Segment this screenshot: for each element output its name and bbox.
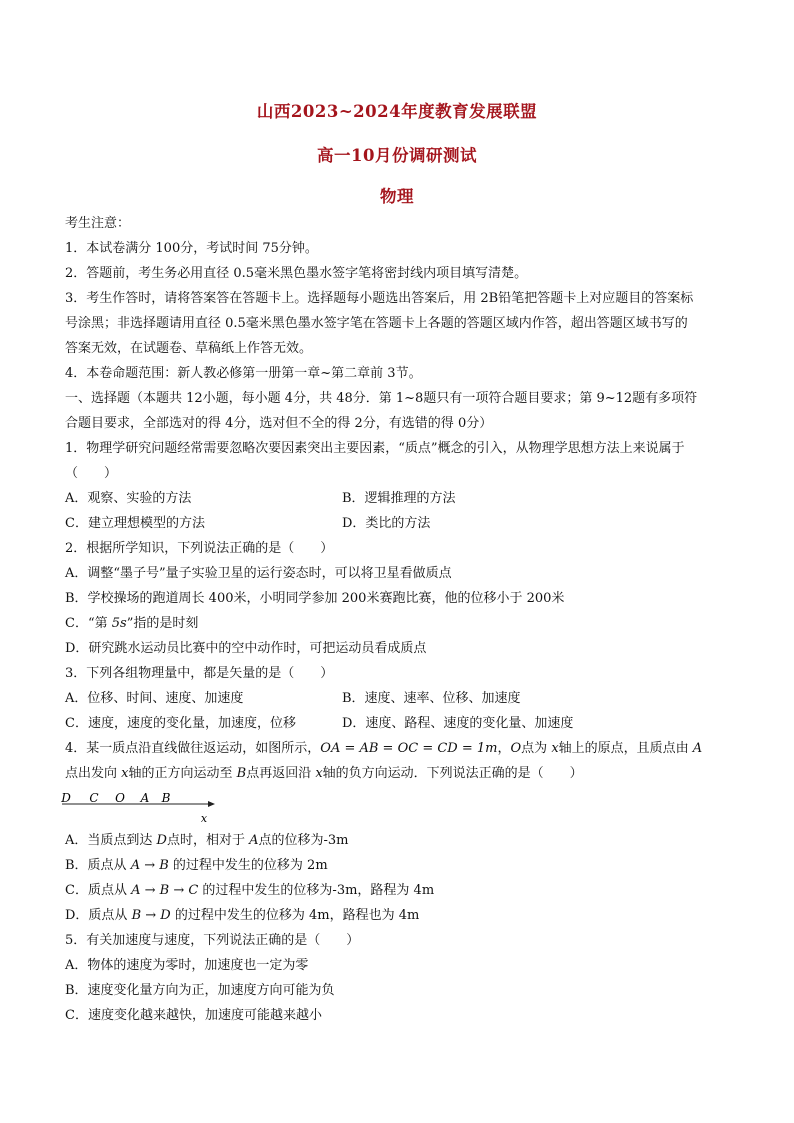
q2-option-c-suffix: ”指的是时刻: [126, 616, 199, 631]
q2-stem: 2．根据所学知识，下列说法正确的是（ ）: [65, 541, 334, 556]
q1-answer-blank: （ ）: [65, 466, 118, 481]
number-line-diagram: [58, 792, 223, 828]
q4-stem-text-4: 轴上的原点，且质点由: [558, 741, 693, 756]
exam-series-title: 山西2023~2024年度教育发展联盟: [256, 102, 538, 121]
notice-item-3-line-1: 3．考生作答时，请将答案答在答题卡上。选择题每小题选出答案后，用 2B铅笔把答题卡上对应题目的答案标: [65, 291, 694, 306]
q4-origin-label: O: [510, 741, 522, 756]
q4-option-a-text-1: A．当质点到达: [65, 833, 157, 848]
q1-option-d: D．类比的方法: [342, 516, 431, 531]
q4-stem-text-2: ，: [497, 741, 511, 756]
q2-option-c-prefix: C．“第: [65, 616, 112, 631]
notice-heading: 考生注意：: [65, 216, 131, 231]
q4-stem-text-3: 点为: [521, 741, 552, 756]
notice-item-4: 4．本卷命题范围：新人教必修第一册第一章~第二章前 3节。: [65, 366, 422, 381]
q4-option-a-text-3: 点的位移为-3m: [258, 833, 349, 848]
q4-option-a-point-d: D: [156, 833, 167, 848]
q4-option-b-text-2: 的过程中发生的位移为 2m: [168, 858, 328, 873]
q4-stem-text-5: 点出发向: [65, 766, 122, 781]
q4-point-b-label: B: [236, 766, 247, 781]
q4-stem-text-8: 轴的负方向运动．下列说法正确的是（ ）: [322, 766, 583, 781]
q2-option-c: [65, 616, 198, 632]
notice-item-3-line-3: 答案无效，在试题卷、草稿纸上作答无效。: [65, 341, 313, 356]
q4-point-a-label: A: [692, 741, 703, 756]
q4-axis-label-3: x: [315, 766, 323, 781]
q4-option-c-path: A → B → C: [131, 883, 199, 898]
notice-item-3-line-2: 号涂黑；非选择题请用直径 0.5毫米黑色墨水签字笔在答题卡上各题的答题区域内作答，超出答题区域书写的: [65, 316, 688, 331]
diagram-label-b: B: [161, 792, 171, 805]
q4-option-d: [65, 908, 419, 924]
number-line-arrow-icon: [208, 801, 215, 807]
q5-option-a: A．物体的速度为零时，加速度也一定为零: [65, 958, 309, 973]
q4-option-d-path: B → D: [131, 908, 171, 923]
q4-stem-text-6: 轴的正方向运动至: [128, 766, 237, 781]
q4-option-b-text-1: B．质点从: [65, 858, 131, 873]
q1-option-c: C．建立理想模型的方法: [65, 516, 205, 531]
q4-option-a-text-2: 点时，相对于: [166, 833, 250, 848]
exam-name-title: 高一10月份调研测试: [317, 146, 477, 165]
q5-option-c: C．速度变化越来越快，加速度可能越来越小: [65, 1008, 322, 1023]
q4-option-c-text-1: C．质点从: [65, 883, 132, 898]
q5-option-b: B．速度变化量方向为正，加速度方向可能为负: [65, 983, 335, 998]
q3-option-a: A．位移、时间、速度、加速度: [65, 691, 244, 706]
q1-stem: 1．物理学研究问题经常需要忽略次要因素突出主要因素，“质点”概念的引入，从物理学思想方法上来说属于: [65, 441, 685, 456]
q2-option-c-quantity: 5s: [111, 616, 127, 631]
q4-stem-line-1: [65, 741, 702, 757]
q2-option-a: A．调整“墨子号”量子实验卫星的运行姿态时，可以将卫星看做质点: [65, 566, 452, 581]
q4-stem-text-7: 点再返回沿: [246, 766, 316, 781]
q4-stem-text-1: 4．某一质点沿直线做往返运动，如图所示，: [65, 741, 321, 756]
q3-option-c: C．速度，速度的变化量，加速度，位移: [65, 716, 296, 731]
q1-option-b: B．逻辑推理的方法: [342, 491, 456, 506]
section-instructions-line-1: 一、选择题（本题共 12小题，每小题 4分，共 48分．第 1~8题只有一项符合题目要求；第 9~12题有多项符: [65, 391, 698, 406]
subject-title: 物理: [380, 187, 414, 206]
notice-item-1: 1．本试卷满分 100分，考试时间 75分钟。: [65, 241, 318, 256]
q4-option-d-text-2: 的过程中发生的位移为 4m，路程也为 4m: [170, 908, 420, 923]
q3-option-b: B．速度、速率、位移、加速度: [342, 691, 521, 706]
q4-distance-formula: OA = AB = OC = CD = 1m: [320, 741, 498, 756]
q4-option-b-path: A → B: [130, 858, 169, 873]
q2-option-d: D．研究跳水运动员比赛中的空中动作时，可把运动员看成质点: [65, 641, 427, 656]
notice-item-2: 2．答题前，考生务必用直径 0.5毫米黑色墨水签字笔将密封线内项目填写清楚。: [65, 266, 528, 281]
q4-stem-line-2: [65, 766, 583, 782]
q4-option-c-text-2: 的过程中发生的位移为-3m，路程为 4m: [198, 883, 435, 898]
q4-option-a-point-a: A: [249, 833, 259, 848]
q4-option-b: [65, 858, 328, 874]
q4-axis-label: x: [551, 741, 559, 756]
q1-option-a: A．观察、实验的方法: [65, 491, 192, 506]
diagram-label-o: O: [115, 792, 125, 805]
q3-option-d: D．速度、路程、速度的变化量、加速度: [342, 716, 574, 731]
section-instructions-line-2: 合题目要求，全部选对的得 4分，选对但不全的得 2分，有选错的得 0分）: [65, 416, 493, 431]
diagram-label-x: x: [200, 812, 208, 825]
q2-option-b: B．学校操场的跑道周长 400米，小明同学参加 200米赛跑比赛，他的位移小于 200米: [65, 591, 565, 606]
diagram-label-d: D: [61, 792, 71, 805]
q4-option-a: [65, 833, 349, 849]
q4-option-d-text-1: D．质点从: [65, 908, 132, 923]
q5-stem: 5．有关加速度与速度，下列说法正确的是（ ）: [65, 933, 360, 948]
q4-axis-label-2: x: [121, 766, 129, 781]
q3-stem: 3．下列各组物理量中，都是矢量的是（ ）: [65, 666, 334, 681]
q4-option-c: [65, 883, 434, 899]
diagram-label-c: C: [89, 792, 99, 805]
diagram-label-a: A: [140, 792, 150, 805]
